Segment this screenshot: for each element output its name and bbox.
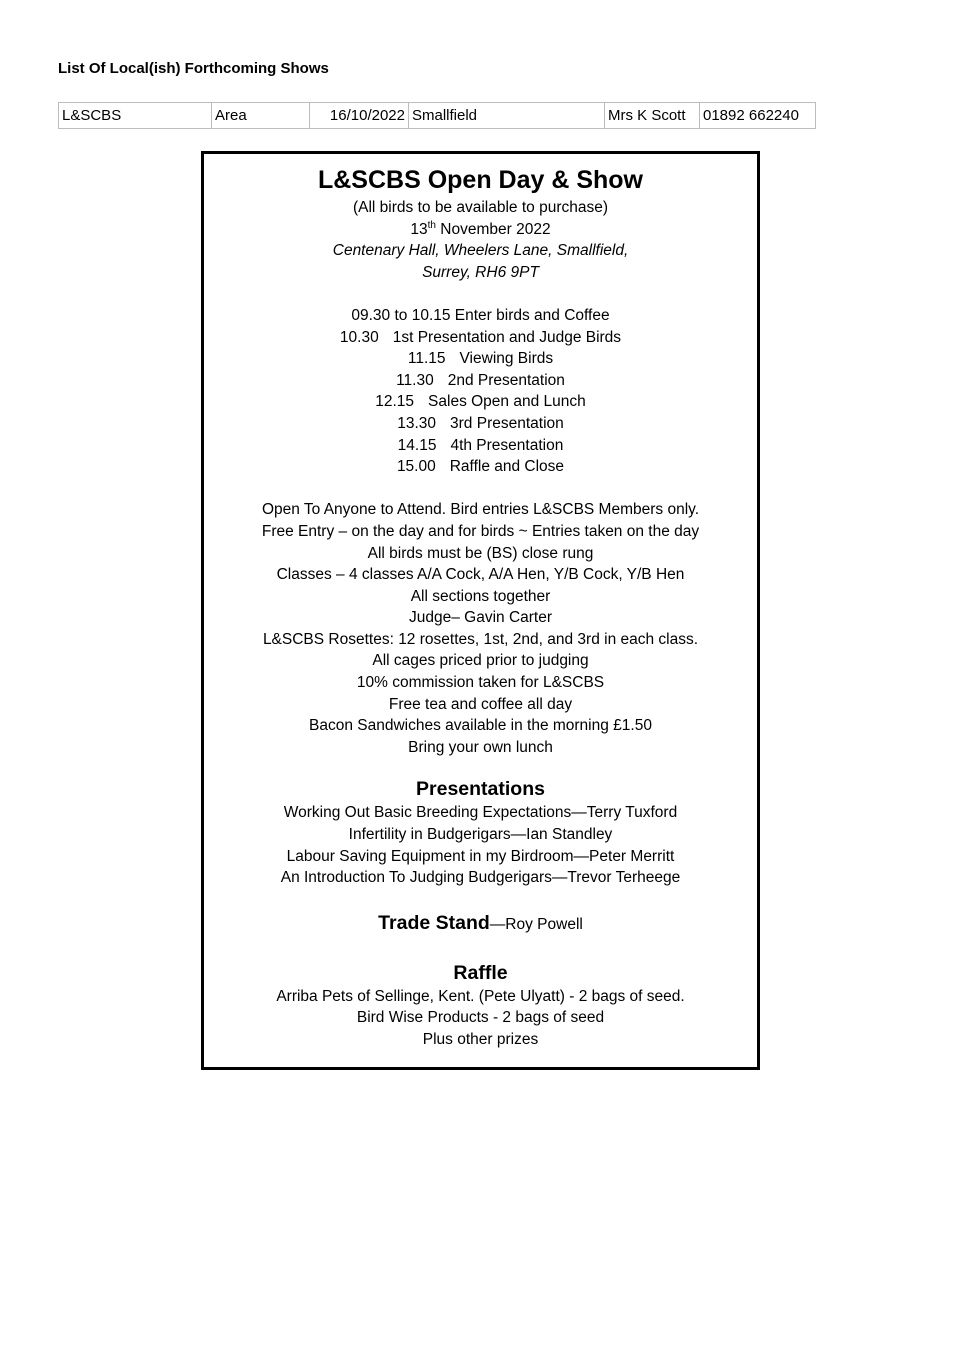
event-date-suffix: th xyxy=(427,219,436,231)
info-line: All cages priced prior to judging xyxy=(372,652,589,670)
schedule-item xyxy=(204,348,757,370)
info-line: Bring your own lunch xyxy=(408,738,553,756)
info-line: Open To Anyone to Attend. Bird entries L&SCBS Members only. xyxy=(261,501,700,519)
schedule-time: 12.15 xyxy=(375,393,415,411)
presentation-item: Infertility in Budgerigars—Ian Standley xyxy=(348,826,613,844)
info-line: L&SCBS Rosettes: 12 rosettes, 1st, 2nd, and 3rd in each class. xyxy=(262,630,699,648)
schedule-item xyxy=(204,435,757,457)
schedule xyxy=(204,305,757,478)
schedule-item xyxy=(204,456,757,478)
schedule-time: 15.00 xyxy=(396,458,436,476)
phone-cell: 01892 662240 xyxy=(700,103,816,129)
schedule-activity: 1st Presentation and Judge Birds xyxy=(392,328,622,346)
page-title: List Of Local(ish) Forthcoming Shows xyxy=(58,60,329,77)
info-line: Classes – 4 classes A/A Cock, A/A Hen, Y/B Cock, Y/B Hen xyxy=(276,566,685,584)
event-address-line2: Surrey, RH6 9PT xyxy=(422,263,539,281)
schedule-activity: 3rd Presentation xyxy=(450,414,564,432)
raffle-item: Arriba Pets of Sellinge, Kent. (Pete Ulyatt) - 2 bags of seed. xyxy=(276,987,685,1005)
presentation-item: An Introduction To Judging Budgerigars—Trevor Terheege xyxy=(280,869,681,887)
info-line: Judge– Gavin Carter xyxy=(408,609,553,627)
event-date xyxy=(204,219,757,241)
event-subtitle: (All birds to be available to purchase) xyxy=(352,199,609,216)
info-line: Bacon Sandwiches available in the morning £1.50 xyxy=(309,717,652,735)
venue-cell: Smallfield xyxy=(409,103,605,129)
schedule-activity: 4th Presentation xyxy=(450,436,564,454)
event-info xyxy=(204,499,757,758)
shows-table xyxy=(58,102,816,129)
schedule-item xyxy=(204,370,757,392)
schedule-time: 14.15 xyxy=(397,436,437,454)
schedule-time: 13.30 xyxy=(397,414,437,432)
info-line: All birds must be (BS) close rung xyxy=(367,544,594,562)
schedule-time: 11.15 xyxy=(407,350,446,368)
schedule-activity: 2nd Presentation xyxy=(447,371,565,389)
presentation-item: Working Out Basic Breeding Expectations—Terry Tuxford xyxy=(283,804,678,822)
event-title: L&SCBS Open Day & Show xyxy=(317,166,644,194)
trade-stand-name: —Roy Powell xyxy=(489,915,583,933)
trade-stand-heading: Trade Stand xyxy=(378,911,490,934)
schedule-activity: Raffle and Close xyxy=(449,458,565,476)
schedule-item xyxy=(204,327,757,349)
schedule-time: 11.30 xyxy=(396,371,434,389)
event-date-rest: November 2022 xyxy=(436,220,551,238)
raffle-heading: Raffle xyxy=(453,961,508,984)
schedule-item xyxy=(204,391,757,413)
event-flyer xyxy=(201,151,760,1070)
date-cell: 16/10/2022 xyxy=(310,103,409,129)
presentation-item: Labour Saving Equipment in my Birdroom—Peter Merritt xyxy=(286,847,675,865)
info-line: Free Entry – on the day and for birds ~ Entries taken on the day xyxy=(261,522,700,540)
club-cell: L&SCBS xyxy=(59,103,212,129)
schedule-activity: Sales Open and Lunch xyxy=(428,393,586,411)
table-row xyxy=(59,103,816,129)
info-line: 10% commission taken for L&SCBS xyxy=(356,674,605,692)
raffle-item: Plus other prizes xyxy=(422,1031,539,1048)
schedule-item xyxy=(204,413,757,435)
raffle-item: Bird Wise Products - 2 bags of seed xyxy=(356,1009,605,1027)
trade-stand xyxy=(204,910,757,938)
presentations-heading: Presentations xyxy=(416,778,545,801)
presentations-list xyxy=(204,802,757,888)
info-line: All sections together xyxy=(410,587,551,605)
contact-cell: Mrs K Scott xyxy=(605,103,700,129)
event-address-line1: Centenary Hall, Wheelers Lane, Smallfield, xyxy=(332,242,629,260)
schedule-item: 09.30 to 10.15 Enter birds and Coffee xyxy=(351,306,610,324)
raffle-list xyxy=(204,986,757,1051)
show-type-cell: Area xyxy=(212,103,310,129)
schedule-activity: Viewing Birds xyxy=(459,350,554,368)
schedule-time: 10.30 xyxy=(339,328,379,346)
event-date-day: 13 xyxy=(410,220,428,238)
info-line: Free tea and coffee all day xyxy=(388,695,573,713)
